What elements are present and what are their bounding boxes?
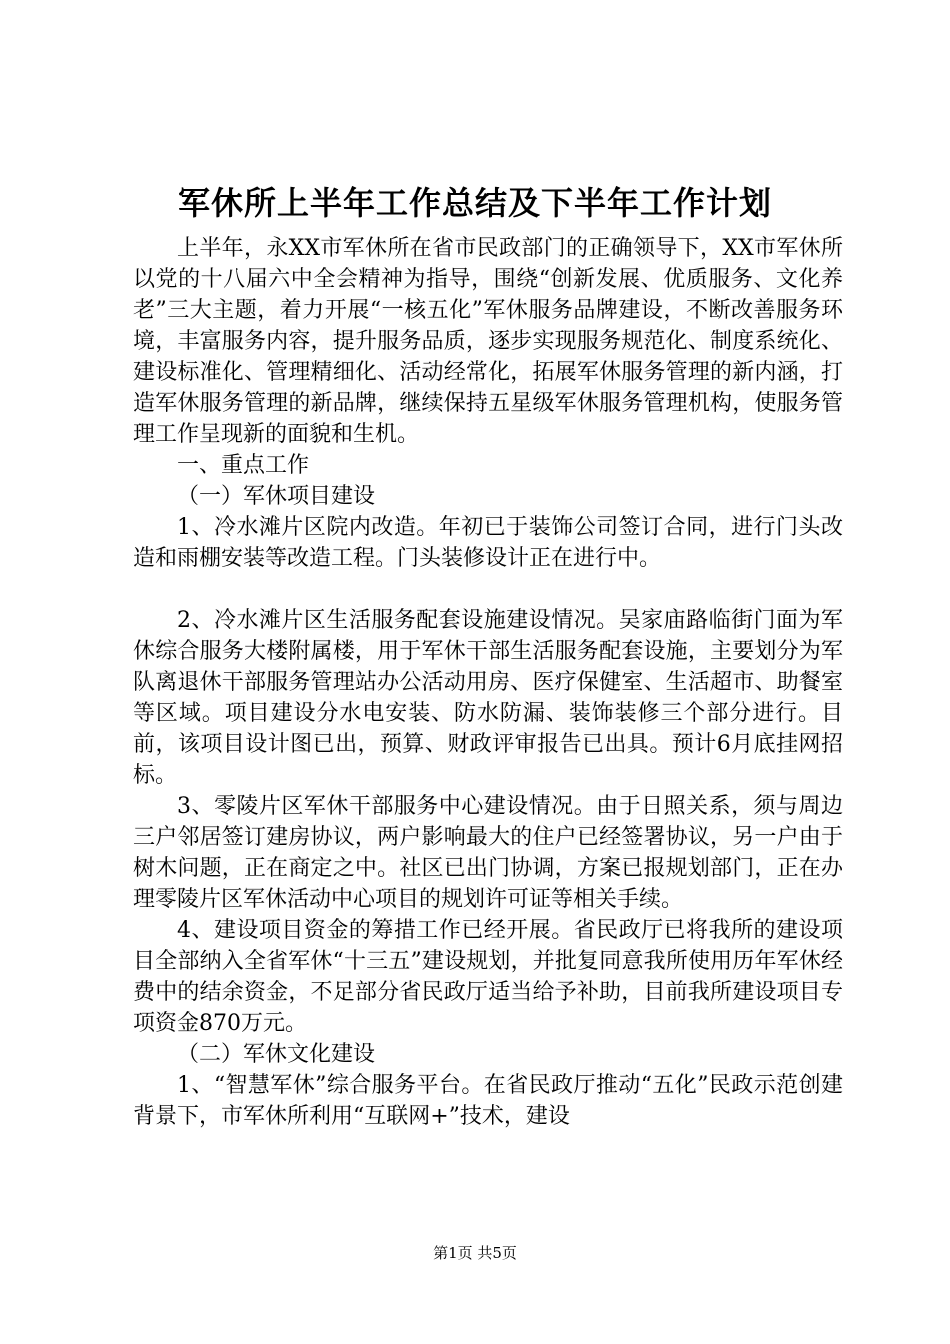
heading-key-work: 一、重点工作 xyxy=(177,453,310,478)
paragraph-item-4: 4、建设项目资金的筹措工作已经开展。省民政厅已将我所的建设项目全部纳入全省军休“十三五”建设规划，并批复同意我所使用历年军休经费中的结余资金，不足部分省民政厅适当给予补助，目前我所建设项目专项资金870万元。 xyxy=(133,918,843,1036)
paragraph-culture-item-1: 1、“智慧军休”综合服务平台。在省民政厅推动“五化”民政示范创建背景下，市军休所利用“互联网+”技术，建设 xyxy=(133,1073,843,1129)
paragraph-item-3: 3、零陵片区军休干部服务中心建设情况。由于日照关系，须与周边三户邻居签订建房协议，两户影响最大的住户已经签署协议，另一户由于树木问题，正在商定之中。社区已出门协调，方案已报规划部门，正在办理零陵片区军休活动中心项目的规划许可证等相关手续。 xyxy=(133,794,843,912)
subheading-project-construction: （一）军休项目建设 xyxy=(177,484,376,509)
page-footer: 第1页 共5页 xyxy=(433,1244,517,1262)
paragraph-intro: 上半年，永XX市军休所在省市民政部门的正确领导下，XX市军休所以党的十八届六中全会精神为指导，围绕“创新发展、优质服务、文化养老”三大主题，着力开展“一核五化”军休服务品牌建设，不断改善服务环境，丰富服务内容，提升服务品质，逐步实现服务规范化、制度系统化、建设标准化、管理精细化、活动经常化，拓展军休服务管理的新内涵，打造军休服务管理的新品牌，继续保持五星级军休服务管理机构，使服务管理工作呈现新的面貌和生机。 xyxy=(133,236,843,447)
subheading-culture-construction: （二）军休文化建设 xyxy=(177,1042,376,1067)
paragraph-item-1: 1、冷水滩片区院内改造。年初已于装饰公司签订合同，进行门头改造和雨棚安装等改造工程。门头装修设计正在进行中。 xyxy=(133,515,843,571)
document-body xyxy=(133,233,843,1132)
paragraph-item-2: 2、冷水滩片区生活服务配套设施建设情况。吴家庙路临街门面为军休综合服务大楼附属楼，用于军休干部生活服务配套设施，主要划分为军队离退休干部服务管理站办公活动用房、医疗保健室、生活超市、助餐室等区域。项目建设分水电安装、防水防漏、装饰装修三个部分进行。目前，该项目设计图已出，预算、财政评审报告已出具。预计6月底挂网招标。 xyxy=(133,608,843,788)
document-title: 军休所上半年工作总结及下半年工作计划 xyxy=(177,184,772,222)
